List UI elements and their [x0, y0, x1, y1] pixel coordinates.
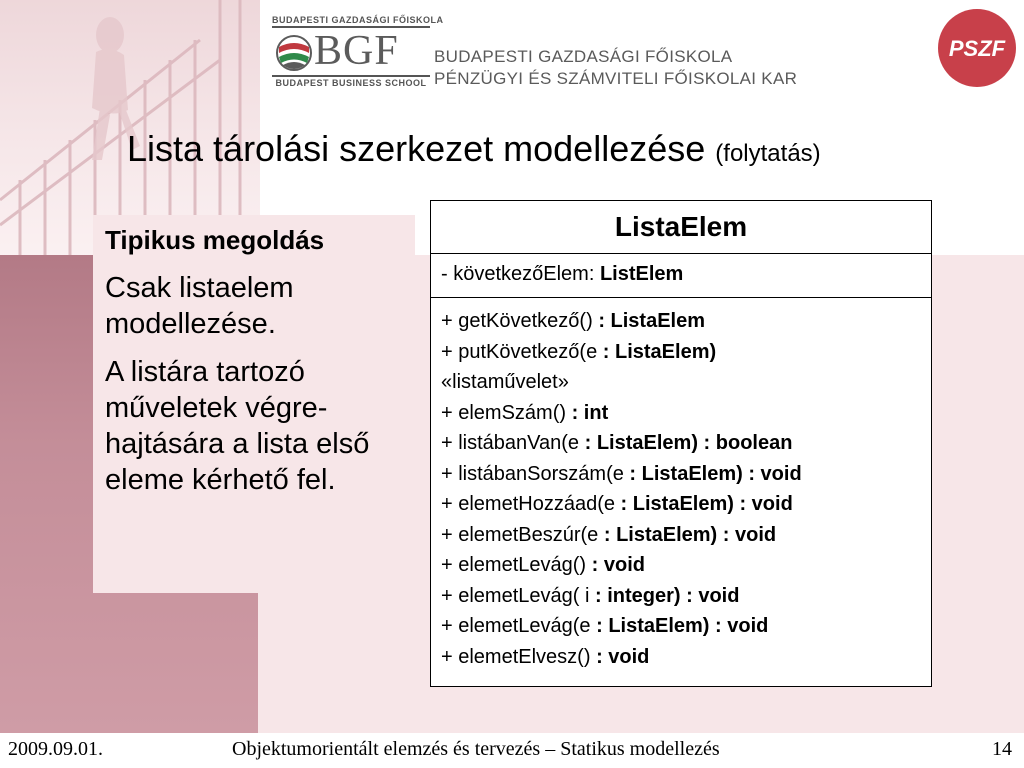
- uml-attribute-name: - következőElem:: [441, 263, 600, 285]
- explanation-paragraph-1: Csak listaelem modellezése.: [105, 272, 294, 340]
- uml-operation-name: + elemetBeszúr(e: [441, 523, 604, 546]
- page-title-main: Lista tárolási szerkezet modellezése: [127, 128, 706, 169]
- page-title: [127, 128, 821, 170]
- uml-operation-signature: : integer) : void: [594, 584, 740, 607]
- bgf-logo: [272, 15, 444, 89]
- school-name-line2: PÉNZÜGYI ÉS SZÁMVITELI FŐISKOLAI KAR: [434, 69, 798, 88]
- uml-operation-signature: : ListaElem) : void: [620, 493, 793, 515]
- uml-operation: [441, 642, 931, 673]
- uml-operation: [441, 428, 931, 459]
- uml-operation-name: + elemetLevág( i: [441, 584, 595, 607]
- uml-operation: [441, 520, 931, 551]
- uml-operation-signature: : ListaElem) : void: [603, 523, 777, 546]
- uml-operation: [441, 489, 931, 520]
- uml-operation-name: + getKövetkező(): [441, 310, 599, 332]
- uml-operation-signature: : void: [596, 645, 650, 668]
- school-name-line1: BUDAPESTI GAZDASÁGI FŐISKOLA: [434, 47, 733, 66]
- explanation-box: [93, 215, 415, 593]
- uml-attribute: [431, 254, 931, 298]
- uml-class-name: ListaElem: [431, 201, 931, 254]
- footer-date: 2009.09.01.: [8, 738, 103, 760]
- footer-title: Objektumorientált elemzés és tervezés – Statikus modellezés: [232, 738, 720, 760]
- uml-operation-signature: : int: [571, 401, 609, 424]
- explanation-paragraph-2: A listára tartozó műveletek végre-hajtására a lista első eleme kérhető fel.: [105, 356, 370, 496]
- uml-operation-name: + elemetLevág(e: [441, 615, 597, 637]
- uml-operation: [441, 459, 931, 490]
- school-name: [434, 46, 797, 90]
- uml-operation-name: + elemetHozzáad(e: [441, 493, 621, 515]
- uml-stereotype: [441, 367, 931, 398]
- uml-operation-name: + putKövetkező(e: [441, 340, 603, 363]
- uml-operation-signature: : ListaElem) : void: [596, 615, 769, 637]
- uml-operation: [441, 337, 931, 368]
- uml-operation-name: + listábanSorszám(e: [441, 462, 630, 485]
- uml-operation-signature: : ListaElem) : boolean: [584, 432, 793, 454]
- uml-operation: [441, 550, 931, 581]
- bgf-letters: BGF: [314, 28, 399, 74]
- uml-operation-signature: : ListaElem) : void: [629, 462, 802, 485]
- pszf-logo: [937, 8, 1017, 88]
- uml-operation-name: + elemSzám(): [441, 401, 572, 424]
- uml-operation-signature: : ListaElem: [598, 310, 706, 332]
- uml-attribute-type: ListElem: [599, 263, 684, 285]
- uml-stereotype-label: «listaművelet»: [441, 371, 569, 393]
- uml-class-box: [430, 200, 932, 687]
- page-number: 14: [992, 738, 1012, 760]
- page-title-sub: (folytatás): [715, 140, 821, 167]
- uml-operation: [441, 581, 931, 612]
- uml-operation-signature: : void: [591, 554, 645, 576]
- uml-operation-name: + elemetLevág(): [441, 554, 592, 576]
- pszf-logo-text: PSZF: [948, 36, 1006, 61]
- uml-operation: [441, 611, 931, 642]
- bgf-top-text: BUDAPESTI GAZDASÁGI FŐISKOLA: [272, 15, 430, 28]
- bgf-bottom-text: BUDAPEST BUSINESS SCHOOL: [272, 75, 430, 88]
- uml-operation-signature: : ListaElem): [602, 340, 717, 363]
- explanation-heading: Tipikus megoldás: [105, 225, 325, 255]
- uml-operation-name: + listábanVan(e: [441, 432, 585, 454]
- uml-operation: [441, 398, 931, 429]
- uml-operation: [441, 306, 931, 337]
- uml-operations: [431, 298, 931, 686]
- uml-operation-name: + elemetElvesz(): [441, 645, 597, 668]
